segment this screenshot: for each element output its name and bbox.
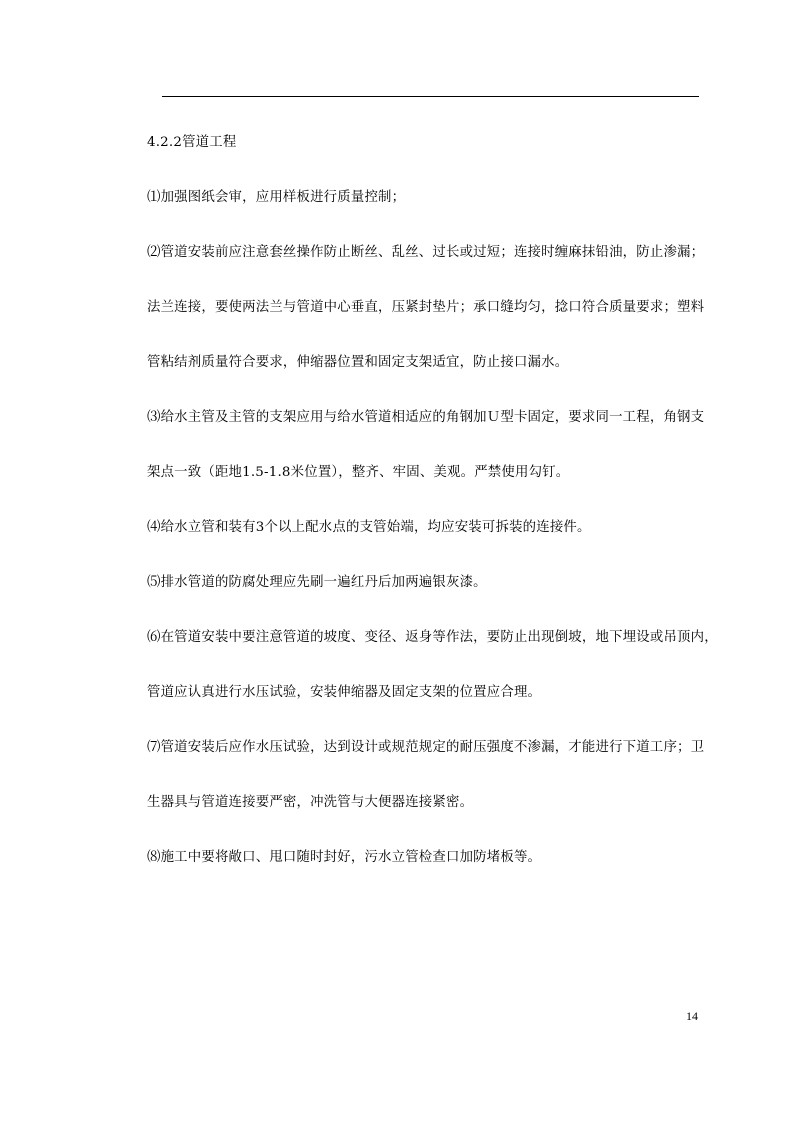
- paragraph-line: 管粘结剂质量符合要求，伸缩器位置和固定支架适宜，防止接口漏水。: [147, 355, 569, 370]
- paragraph-line: 管道应认真进行水压试验，安装伸缩器及固定支架的位置应合理。: [147, 685, 542, 700]
- paragraph-line: ⑻施工中要将敞口、甩口随时封好，污水立管检查口加防堵板等。: [147, 850, 542, 865]
- page-number: 14: [686, 1009, 698, 1023]
- paragraph-line: ⑵管道安装前应注意套丝操作防止断丝、乱丝、过长或过短；连接时缠麻抹铅油，防止渗漏；: [147, 245, 705, 260]
- paragraph-line: 架点一致（距地1.5-1.8米位置），整齐、牢固、美观。严禁使用勾钉。: [147, 465, 570, 480]
- paragraph-line: ⑶给水主管及主管的支架应用与给水管道相适应的角钢加Ｕ型卡固定，要求同一工程，角钢支: [147, 410, 705, 425]
- paragraph-line: 生器具与管道连接要严密，冲洗管与大便器连接紧密。: [147, 795, 474, 810]
- header-rule: [162, 96, 699, 97]
- paragraph-line: ⑴加强图纸会审，应用样板进行质量控制；: [147, 190, 406, 205]
- paragraph-line: ⑺管道安装后应作水压试验，达到设计或规范规定的耐压强度不渗漏，才能进行下道工序；卫: [147, 740, 705, 755]
- paragraph-line: ⑷给水立管和装有3个以上配水点的支管始端，均应安装可拆装的连接件。: [147, 520, 591, 535]
- paragraph-line: ⑸排水管道的防腐处理应先刷一遍红丹后加两遍银灰漆。: [147, 575, 487, 590]
- section-heading: 4.2.2管道工程: [147, 135, 237, 150]
- paragraph-line: 法兰连接，要使两法兰与管道中心垂直，压紧封垫片；承口缝均匀，捻口符合质量要求；塑料: [147, 300, 705, 315]
- paragraph-line: ⑹在管道安装中要注意管道的坡度、变径、返身等作法，要防止出现倒坡，地下埋设或吊顶内，: [147, 630, 718, 645]
